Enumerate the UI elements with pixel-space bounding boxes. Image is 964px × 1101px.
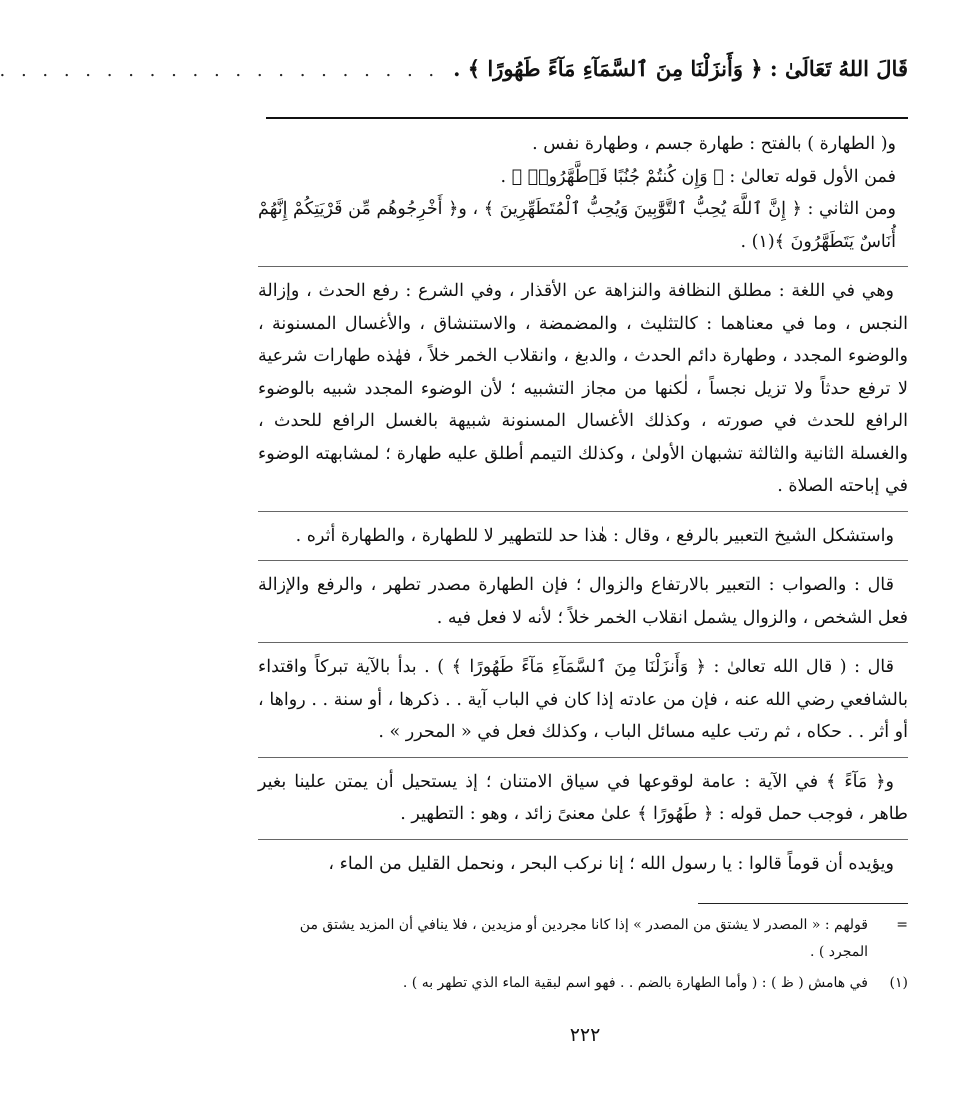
main-text: [258, 128, 908, 880]
running-header: [0, 56, 908, 96]
paragraph-correct-expression: قال : والصواب : التعبير بالارتفاع والزوال ؛ فإن الطهارة مصدر تطهر ، والرفع والإزالة فعل الشخص ، والزوال يشمل انقلاب الخمر خلاً ؛ لأنه لا فعل فيه .: [258, 575, 908, 628]
footnote-mark: (١): [889, 975, 908, 991]
section-divider: [258, 642, 908, 643]
header-leader-dots: . . . . . . . . . . . . . . . . . . . . .: [0, 60, 440, 81]
page-number: ٢٢٢: [569, 1024, 601, 1046]
footnote-divider: [698, 903, 908, 904]
paragraph-sheikh-objection: واستشكل الشيخ التعبير بالرفع ، وقال : هٰذا حد للتطهير لا للطهارة ، والطهارة أثره .: [295, 525, 894, 546]
footnote-continued: [258, 912, 908, 966]
footnotes: [258, 912, 908, 1001]
paragraph-water-meaning: و﴿ مَآءً ﴾ في الآية : عامة لوقوعها في سياق الامتنان ؛ إذ يستحيل أن يمتن علينا بغير طاهر ، فوجب حمل قوله : ﴿ طَهُورًا ﴾ علىٰ معنىً زائد ، وهو : التطهير .: [258, 771, 908, 824]
paragraph-linguistic-meaning: وهي في اللغة : مطلق النظافة والنزاهة عن الأقذار ، وفي الشرع : رفع الحدث ، وإزالة النجس ، وما في معناهما : كالتثليث ، والمضمضة ، والاستنشاق ، والأغسال المسنونة ، والوضوء المجدد ، وطهارة دائم الحدث ، والدبغ ، وانقلاب الخمر خلاً ، فهٰذه طهارات شرعية لا ترفع حدثاً ولا تزيل نجساً ، لٰكنها من مجاز التشبيه ؛ لأن الوضوء المجدد شبيه بالوضوء الرافع للحدث في صورته ، وكذلك الأغسال المسنونة شبيهة بالغسل الرافع للحدث ، والغسلة الثانية والثالثة تشبهان الأولىٰ ، وكذلك التيمم أطلق عليه طهارة ؛ لمشابهته الوضوء في إباحته الصلاة .: [258, 281, 908, 496]
paragraph-first-type: فمن الأول قوله تعالىٰ : ﴿ وَإِن كُنتُمْ جُنُبًا فَٱطَّهَّرُوا۟ ﴾ .: [500, 166, 896, 187]
section-divider: [258, 757, 908, 758]
section-divider: [258, 839, 908, 840]
section-divider: [258, 511, 908, 512]
footnote-1: [258, 970, 908, 997]
paragraph-verse-commentary: قال : ( قال الله تعالىٰ : ﴿ وَأَنزَلْنَا مِنَ ٱلسَّمَآءِ مَآءً طَهُورًا ﴾ ) . بدأ بالآية تبركاً واقتداء بالشافعي رضي الله عنه ، فإن من عادته إذا كان في الباب آية . . ذكرها ، أو سنة . . رواها ، أو أثر . . حكاه ، ثم رتب عليه مسائل الباب ، وكذلك فعل في « المحرر » .: [258, 657, 908, 742]
footnote-text: في هامش ( ظ ) : ( وأما الطهارة بالضم . . فهو اسم لبقية الماء الذي تطهر به ) .: [402, 975, 868, 991]
paragraph-second-type: ومن الثاني : ﴿ إِنَّ ٱللَّهَ يُحِبُّ ٱلتَّوَّٰبِينَ وَيُحِبُّ ٱلْمُتَطَهِّرِينَ ﴾ ، و﴿ أَخْرِجُوهُم مِّن قَرْيَتِكُمْ إِنَّهُمْ أُنَاسٌ يَتَطَهَّرُونَ ﴾(١) .: [258, 199, 896, 252]
paragraph-definition: و( الطهارة ) بالفتح : طهارة جسم ، وطهارة نفس .: [532, 134, 896, 154]
paragraph-hadith-support: ويؤيده أن قوماً قالوا : يا رسول الله ؛ إنا نركب البحر ، ونحمل القليل من الماء ،: [328, 853, 894, 874]
header-verse: قَالَ اللهُ تَعَالَىٰ : ﴿ وَأَنزَلْنَا مِنَ ٱلسَّمَآءِ مَآءً طَهُورًا ﴾ .: [453, 56, 908, 81]
footnote-text: قولهم : « المصدر لا يشتق من المصدر » إذا كانا مجردين أو مزيدين ، فلا ينافي أن المزيد يشتق من المجرد ) .: [299, 917, 868, 960]
section-divider: [258, 266, 908, 267]
section-divider: [258, 560, 908, 561]
footnote-mark: =: [896, 917, 908, 933]
header-divider: [266, 117, 908, 119]
